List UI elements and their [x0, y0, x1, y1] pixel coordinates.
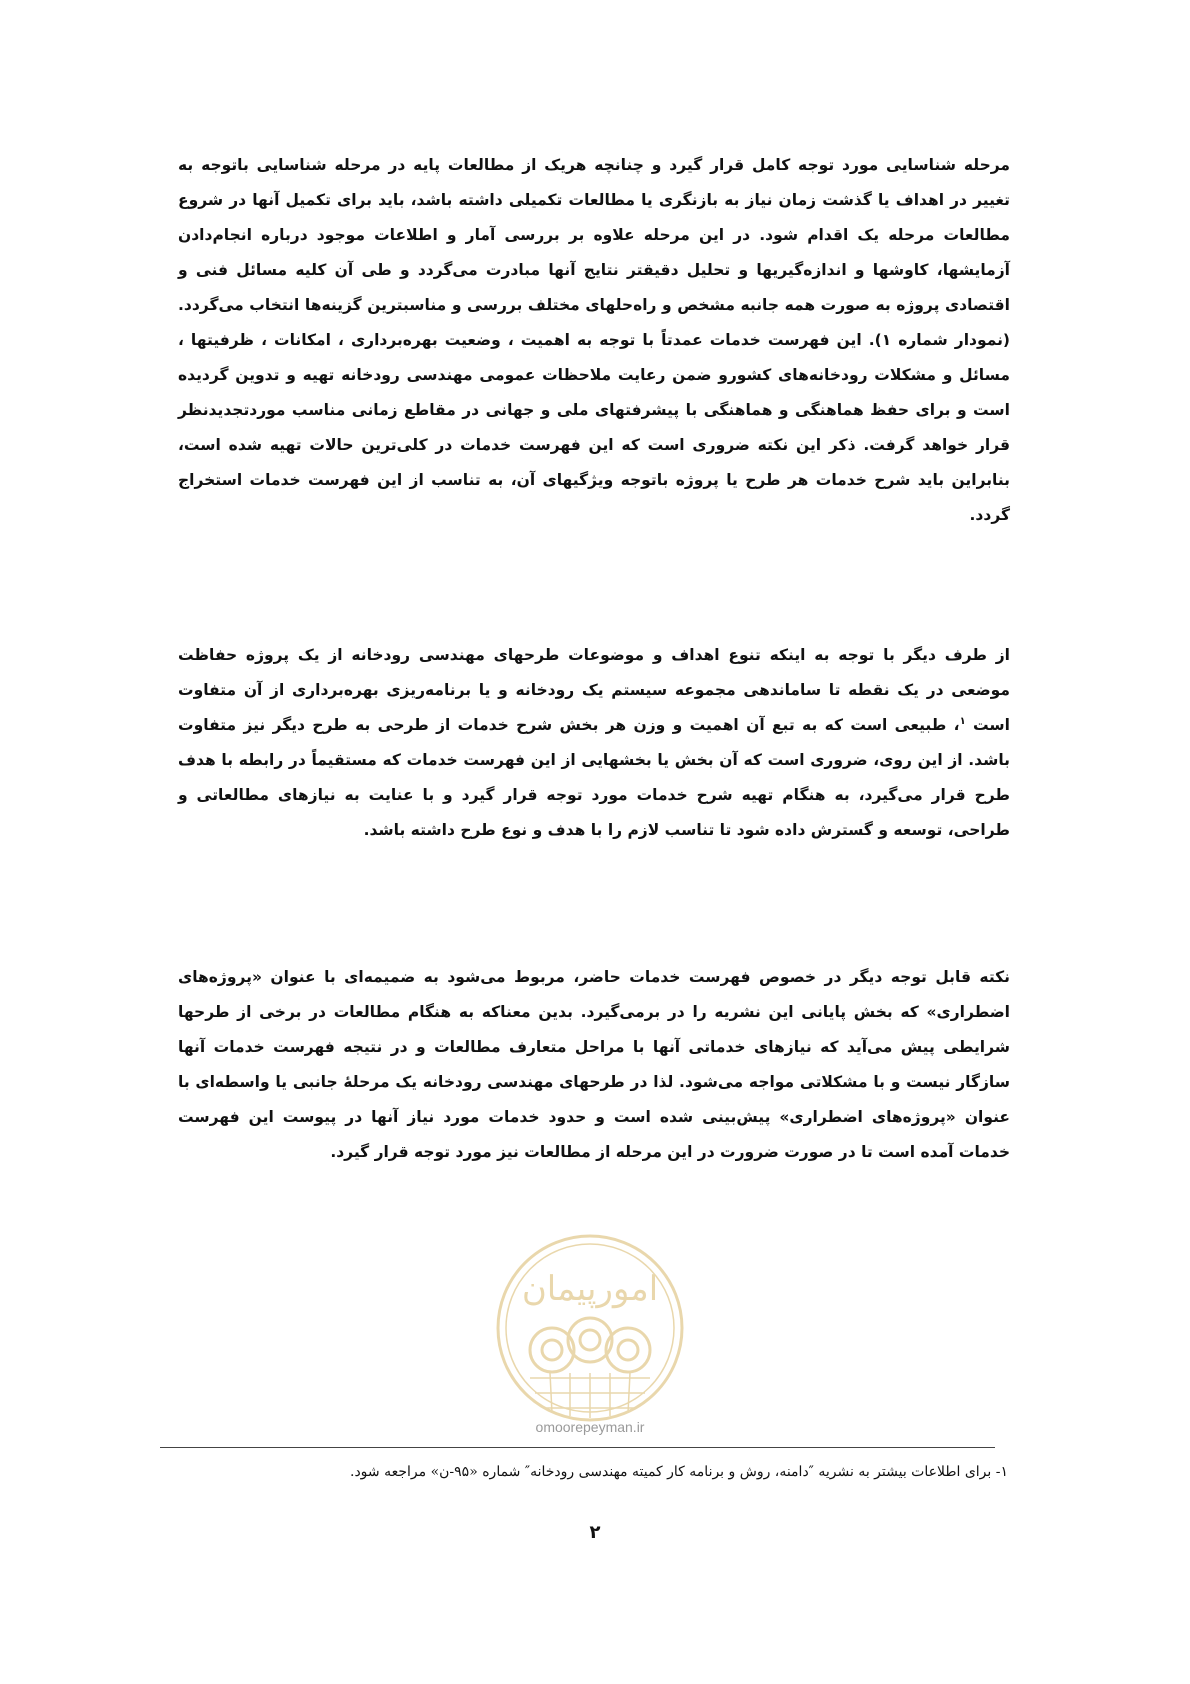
- paragraph-1: مرحله شناسایی مورد توجه کامل قرار گیرد و چنانچه هریک از مطالعات پایه در مرحله شناسایی باتوجه به تغییر در اهداف یا گذشت زمان نیاز به بازنگری یا مطالعات تکمیلی داشته باشد، باید برای تکمیل آنها در شروع مطالعات مرحله یک اقدام شود. در این مرحله علاوه بر بررسی آمار و اطلاعات موجود درباره انجام‌دادن آزمایشها، کاوشها و اندازه‌گیریها و تحلیل دقیقتر نتایج آنها مبادرت می‌گردد و طی آن کلیه مسائل فنی و اقتصادی پروژه به صورت همه جانبه مشخص و راه‌حلهای مختلف بررسی و مناسبترین گزینه‌ها انتخاب می‌گردد.(نمودار شماره ۱). این فهرست خدمات عمدتاً با توجه به اهمیت ، وضعیت بهره‌برداری ، امکانات ، ظرفیتها ، مسائل و مشکلات رودخانه‌های کشورو ضمن رعایت ملاحظات عمومی مهندسی رودخانه تهیه و تدوین گردیده است و برای حفظ هماهنگی و هماهنگی با پیشرفتهای ملی و جهانی در مقاطع زمانی مناسب موردتجدیدنظر قرار خواهد گرفت. ذکر این نکته ضروری است که این فهرست خدمات در کلی‌ترین حالات تهیه شده است، بنابراین باید شرح خدمات هر طرح یا پروژه باتوجه ویژگیهای آن، به تناسب از این فهرست خدمات استخراج گردد.: [178, 156, 1010, 524]
- footnote-text: ۱- برای اطلاعات بیشتر به نشریه ″دامنه، روش و برنامه کار کمیته مهندسی رودخانه″ شماره «۹۵-ن» مراجعه شود.: [350, 1464, 1008, 1480]
- paragraph-3: نکته قابل توجه دیگر در خصوص فهرست خدمات حاضر، مربوط می‌شود به ضمیمه‌ای با عنوان «پروژه‌های اضطراری» که بخش پایانی این نشریه را در برمی‌گیرد. بدین معناکه به هنگام مطالعات در برخی از طرحها شرایطی پیش می‌آید که نیازهای خدماتی آنها با مراحل متعارف مطالعات و در نتیجه فهرست خدمات آنها سازگار نیست و با مشکلاتی مواجه می‌شود. لذا در طرحهای مهندسی رودخانه یک مرحلهٔ جانبی یا واسطه‌ای با عنوان «پروژه‌های اضطراری» پیش‌بینی شده است و حدود خدمات مورد نیاز آنها در پیوست این فهرست خدمات آمده است تا در صورت ضرورت در این مرحله از مطالعات نیز مورد توجه قرار گیرد.: [178, 968, 1010, 1161]
- watermark-site: omoorepeyman.ir: [535, 1419, 645, 1435]
- paragraph-2-part-a: از طرف دیگر با توجه به اینکه تنوع اهداف و موضوعات طرحهای مهندسی رودخانه از یک پروژه حفاظت موضعی در یک نقطه تا ساماندهی مجموعه سیستم یک رودخانه و یا برنامه‌ریزی بهره‌برداری از آن متفاوت است: [178, 646, 1010, 734]
- footnote-reference[interactable]: ۱: [959, 715, 966, 727]
- paragraph-2: [178, 638, 1010, 848]
- paragraph-2-part-b: ، طبیعی است که به تبع آن اهمیت و وزن هر بخش شرح خدمات از طرحی به طرح دیگر نیز متفاوت باشد. از این روی، ضروری است که آن بخش یا بخشهایی از این فهرست خدمات که مستقیماً در رابطه با هدف طرح قرار می‌گیرد، به هنگام تهیه شرح خدمات مورد توجه قرار گیرد و با عنایت به نیازهای مطالعاتی و طراحی، توسعه و گسترش داده شود تا تناسب لازم را با هدف و نوع طرح داشته باشد.: [178, 716, 1010, 839]
- watermark-logo-text: امورپیمان: [521, 1269, 659, 1309]
- watermark-logo: [490, 1228, 690, 1428]
- footnote-divider: [160, 1447, 995, 1448]
- page-number: ۲: [589, 1522, 601, 1543]
